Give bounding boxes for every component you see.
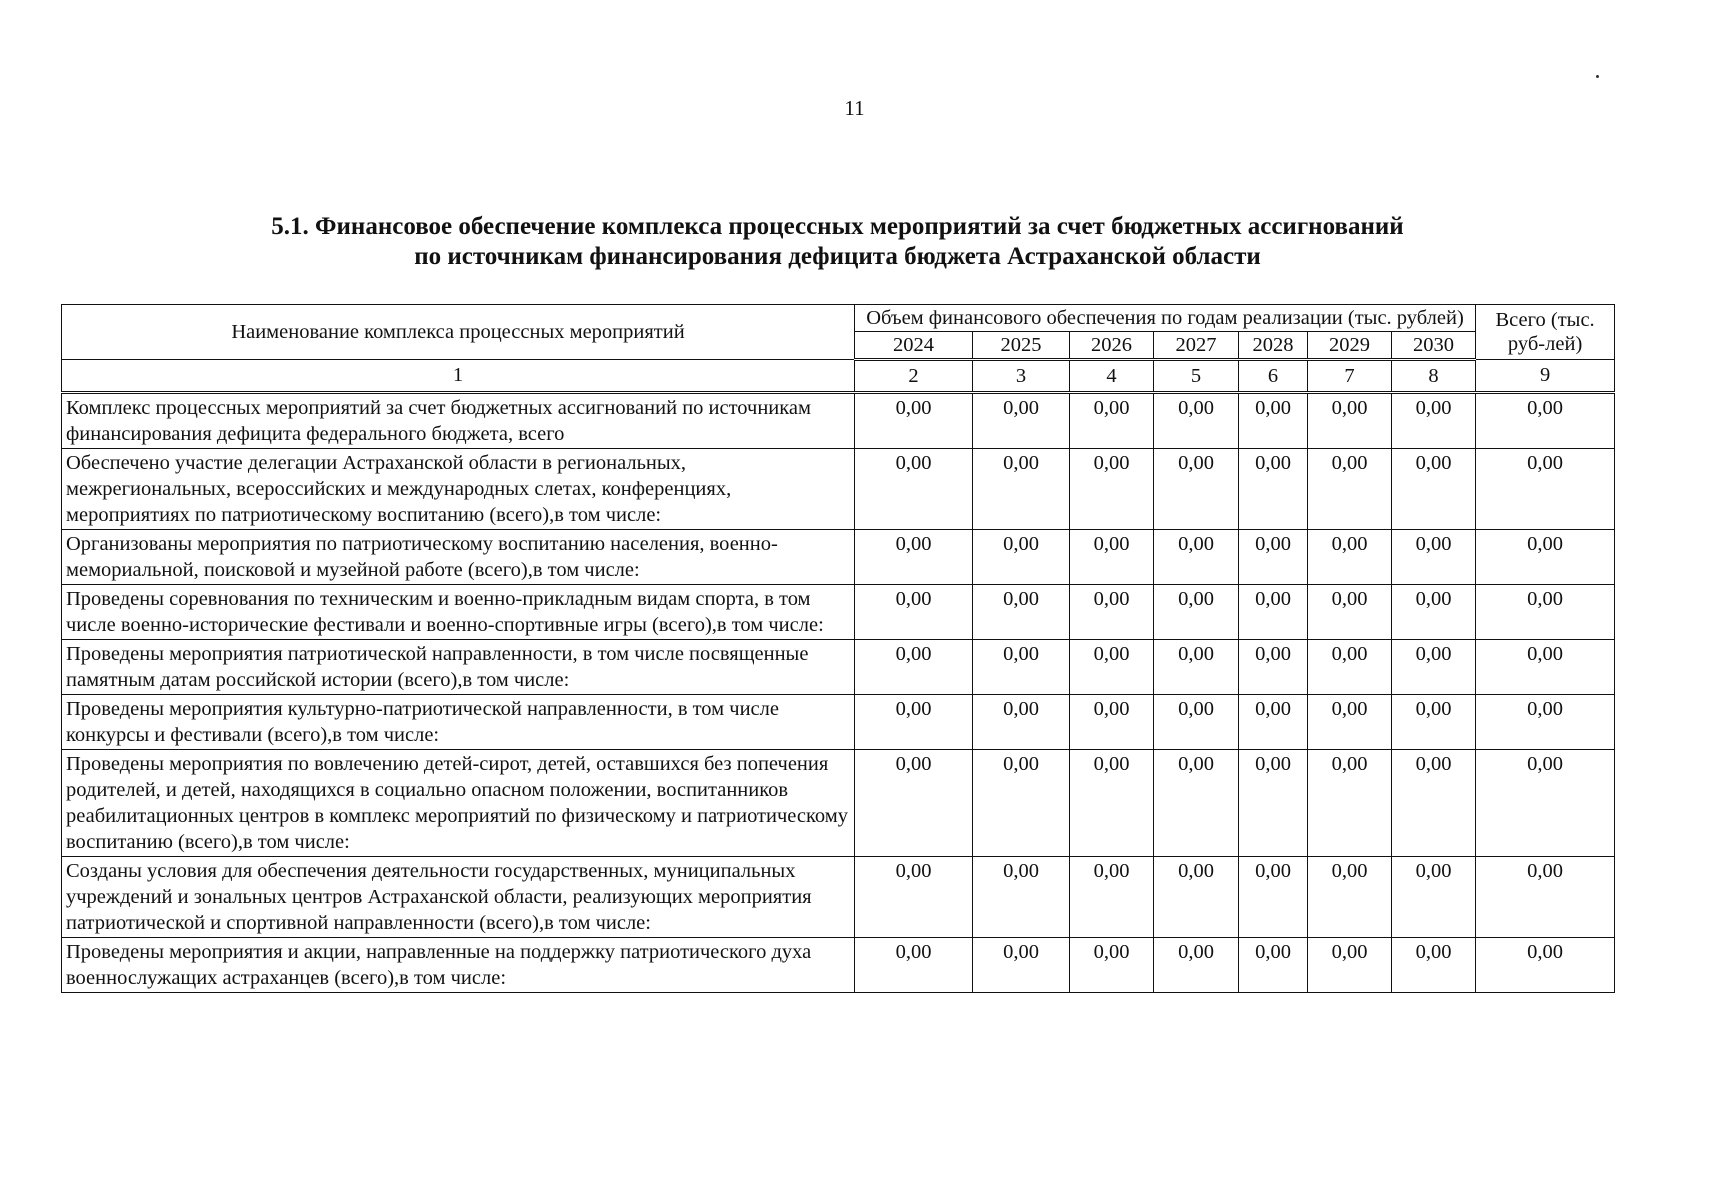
row-value-cell: 0,00 (855, 695, 973, 750)
header-year-2029: 2029 (1308, 332, 1392, 360)
row-value-cell: 0,00 (1392, 640, 1476, 695)
row-name-cell: Проведены мероприятия по вовлечению детей-сирот, детей, оставшихся без попечения родителей, и детей, находящихся в социально опасном положении, воспитанников реабилитационных центров в комплекс мероприятий по физическому и патриотическому воспитанию (всего),в том числе: (62, 750, 855, 857)
row-value-cell: 0,00 (855, 938, 973, 993)
title-line-2: по источникам финансирования дефицита бюджета Астраханской области (414, 243, 1261, 270)
row-value-cell: 0,00 (1308, 695, 1392, 750)
row-value-cell: 0,00 (1308, 530, 1392, 585)
table-row (62, 449, 1615, 530)
row-value-cell: 0,00 (1154, 393, 1239, 449)
column-number-cell: 8 (1392, 360, 1476, 393)
row-total-cell: 0,00 (1476, 640, 1615, 695)
column-numbers-row (62, 360, 1615, 393)
row-value-cell: 0,00 (973, 449, 1070, 530)
row-name-cell: Обеспечено участие делегации Астраханской области в региональных, межрегиональных, всероссийских и международных слетах, конференциях, мероприятиях по патриотическому воспитанию (всего),в том числе: (62, 449, 855, 530)
row-value-cell: 0,00 (1154, 857, 1239, 938)
header-row-top (62, 305, 1615, 332)
row-value-cell: 0,00 (1154, 750, 1239, 857)
column-number-cell: 5 (1154, 360, 1239, 393)
row-value-cell: 0,00 (973, 750, 1070, 857)
row-value-cell: 0,00 (973, 393, 1070, 449)
row-value-cell: 0,00 (1154, 449, 1239, 530)
row-total-cell: 0,00 (1476, 750, 1615, 857)
header-year-2028: 2028 (1239, 332, 1308, 360)
row-value-cell: 0,00 (1154, 938, 1239, 993)
row-value-cell: 0,00 (1308, 640, 1392, 695)
financing-table (61, 304, 1615, 993)
row-value-cell: 0,00 (1154, 585, 1239, 640)
table-row (62, 530, 1615, 585)
row-value-cell: 0,00 (1070, 695, 1154, 750)
row-value-cell: 0,00 (1239, 695, 1308, 750)
row-value-cell: 0,00 (1308, 449, 1392, 530)
row-value-cell: 0,00 (1239, 857, 1308, 938)
row-value-cell: 0,00 (1239, 585, 1308, 640)
row-total-cell: 0,00 (1476, 695, 1615, 750)
row-total-cell: 0,00 (1476, 530, 1615, 585)
column-number-cell: 7 (1308, 360, 1392, 393)
row-value-cell: 0,00 (1392, 695, 1476, 750)
row-value-cell: 0,00 (973, 938, 1070, 993)
row-value-cell: 0,00 (1392, 857, 1476, 938)
table-row (62, 640, 1615, 695)
row-value-cell: 0,00 (973, 585, 1070, 640)
row-value-cell: 0,00 (1392, 393, 1476, 449)
header-volume-column: Объем финансового обеспечения по годам реализации (тыс. рублей) (855, 305, 1476, 332)
row-value-cell: 0,00 (973, 530, 1070, 585)
header-year-2027: 2027 (1154, 332, 1239, 360)
row-value-cell: 0,00 (1392, 585, 1476, 640)
column-number-cell: 4 (1070, 360, 1154, 393)
row-value-cell: 0,00 (1070, 938, 1154, 993)
row-value-cell: 0,00 (1239, 938, 1308, 993)
row-value-cell: 0,00 (1308, 938, 1392, 993)
row-value-cell: 0,00 (1308, 585, 1392, 640)
row-value-cell: 0,00 (855, 857, 973, 938)
row-name-cell: Проведены соревнования по техническим и военно-прикладным видам спорта, в том числе военно-исторические фестивали и военно-спортивные игры (всего),в том числе: (62, 585, 855, 640)
header-year-2024: 2024 (855, 332, 973, 360)
row-value-cell: 0,00 (973, 857, 1070, 938)
row-total-cell: 0,00 (1476, 585, 1615, 640)
row-value-cell: 0,00 (1070, 449, 1154, 530)
row-value-cell: 0,00 (973, 640, 1070, 695)
row-value-cell: 0,00 (1308, 857, 1392, 938)
row-value-cell: 0,00 (855, 530, 973, 585)
row-value-cell: 0,00 (855, 585, 973, 640)
header-year-2026: 2026 (1070, 332, 1154, 360)
row-value-cell: 0,00 (1070, 393, 1154, 449)
row-value-cell: 0,00 (1239, 449, 1308, 530)
table-row (62, 393, 1615, 449)
header-name-column: Наименование комплекса процессных мероприятий (62, 305, 855, 360)
row-value-cell: 0,00 (1308, 750, 1392, 857)
row-value-cell: 0,00 (1070, 530, 1154, 585)
row-value-cell: 0,00 (1070, 585, 1154, 640)
row-total-cell: 0,00 (1476, 449, 1615, 530)
column-number-cell: 9 (1476, 360, 1615, 393)
table-row (62, 585, 1615, 640)
row-value-cell: 0,00 (1154, 695, 1239, 750)
row-value-cell: 0,00 (1239, 530, 1308, 585)
column-number-cell: 1 (62, 360, 855, 393)
row-name-cell: Созданы условия для обеспечения деятельности государственных, муниципальных учреждений и зональных центров Астраханской области, реализующих мероприятия патриотической и спортивной направленности (всего),в том числе: (62, 857, 855, 938)
column-number-cell: 6 (1239, 360, 1308, 393)
row-value-cell: 0,00 (1239, 393, 1308, 449)
row-value-cell: 0,00 (1308, 393, 1392, 449)
row-value-cell: 0,00 (973, 695, 1070, 750)
row-value-cell: 0,00 (1154, 530, 1239, 585)
header-year-2030: 2030 (1392, 332, 1476, 360)
page-title (230, 212, 1445, 272)
row-name-cell: Организованы мероприятия по патриотическому воспитанию населения, военно-мемориальной, поисковой и музейной работе (всего),в том числе: (62, 530, 855, 585)
row-value-cell: 0,00 (855, 640, 973, 695)
row-total-cell: 0,00 (1476, 938, 1615, 993)
row-total-cell: 0,00 (1476, 393, 1615, 449)
row-value-cell: 0,00 (1392, 750, 1476, 857)
table-row (62, 857, 1615, 938)
column-number-cell: 2 (855, 360, 973, 393)
column-number-cell: 3 (973, 360, 1070, 393)
row-name-cell: Проведены мероприятия культурно-патриотической направленности, в том числе конкурсы и фестивали (всего),в том числе: (62, 695, 855, 750)
row-value-cell: 0,00 (1239, 750, 1308, 857)
table-row (62, 938, 1615, 993)
row-name-cell: Проведены мероприятия и акции, направленные на поддержку патриотического духа военнослужащих астраханцев (всего),в том числе: (62, 938, 855, 993)
row-value-cell: 0,00 (1239, 640, 1308, 695)
row-value-cell: 0,00 (855, 449, 973, 530)
header-total-column: Всего (тыс. руб-лей) (1476, 305, 1615, 360)
row-value-cell: 0,00 (1070, 640, 1154, 695)
header-year-2025: 2025 (973, 332, 1070, 360)
row-value-cell: 0,00 (1392, 938, 1476, 993)
row-name-cell: Проведены мероприятия патриотической направленности, в том числе посвященные памятным датам российской истории (всего),в том числе: (62, 640, 855, 695)
scan-speck (1596, 75, 1599, 78)
row-name-cell: Комплекс процессных мероприятий за счет бюджетных ассигнований по источникам финансирования дефицита федерального бюджета, всего (62, 393, 855, 449)
row-value-cell: 0,00 (1392, 449, 1476, 530)
row-value-cell: 0,00 (855, 393, 973, 449)
title-line-1: 5.1. Финансовое обеспечение комплекса процессных мероприятий за счет бюджетных ассигнований (271, 213, 1404, 240)
table-row (62, 750, 1615, 857)
row-value-cell: 0,00 (1070, 857, 1154, 938)
row-value-cell: 0,00 (1154, 640, 1239, 695)
row-value-cell: 0,00 (1070, 750, 1154, 857)
row-value-cell: 0,00 (855, 750, 973, 857)
page-number: 11 (844, 96, 865, 120)
row-total-cell: 0,00 (1476, 857, 1615, 938)
row-value-cell: 0,00 (1392, 530, 1476, 585)
table-row (62, 695, 1615, 750)
